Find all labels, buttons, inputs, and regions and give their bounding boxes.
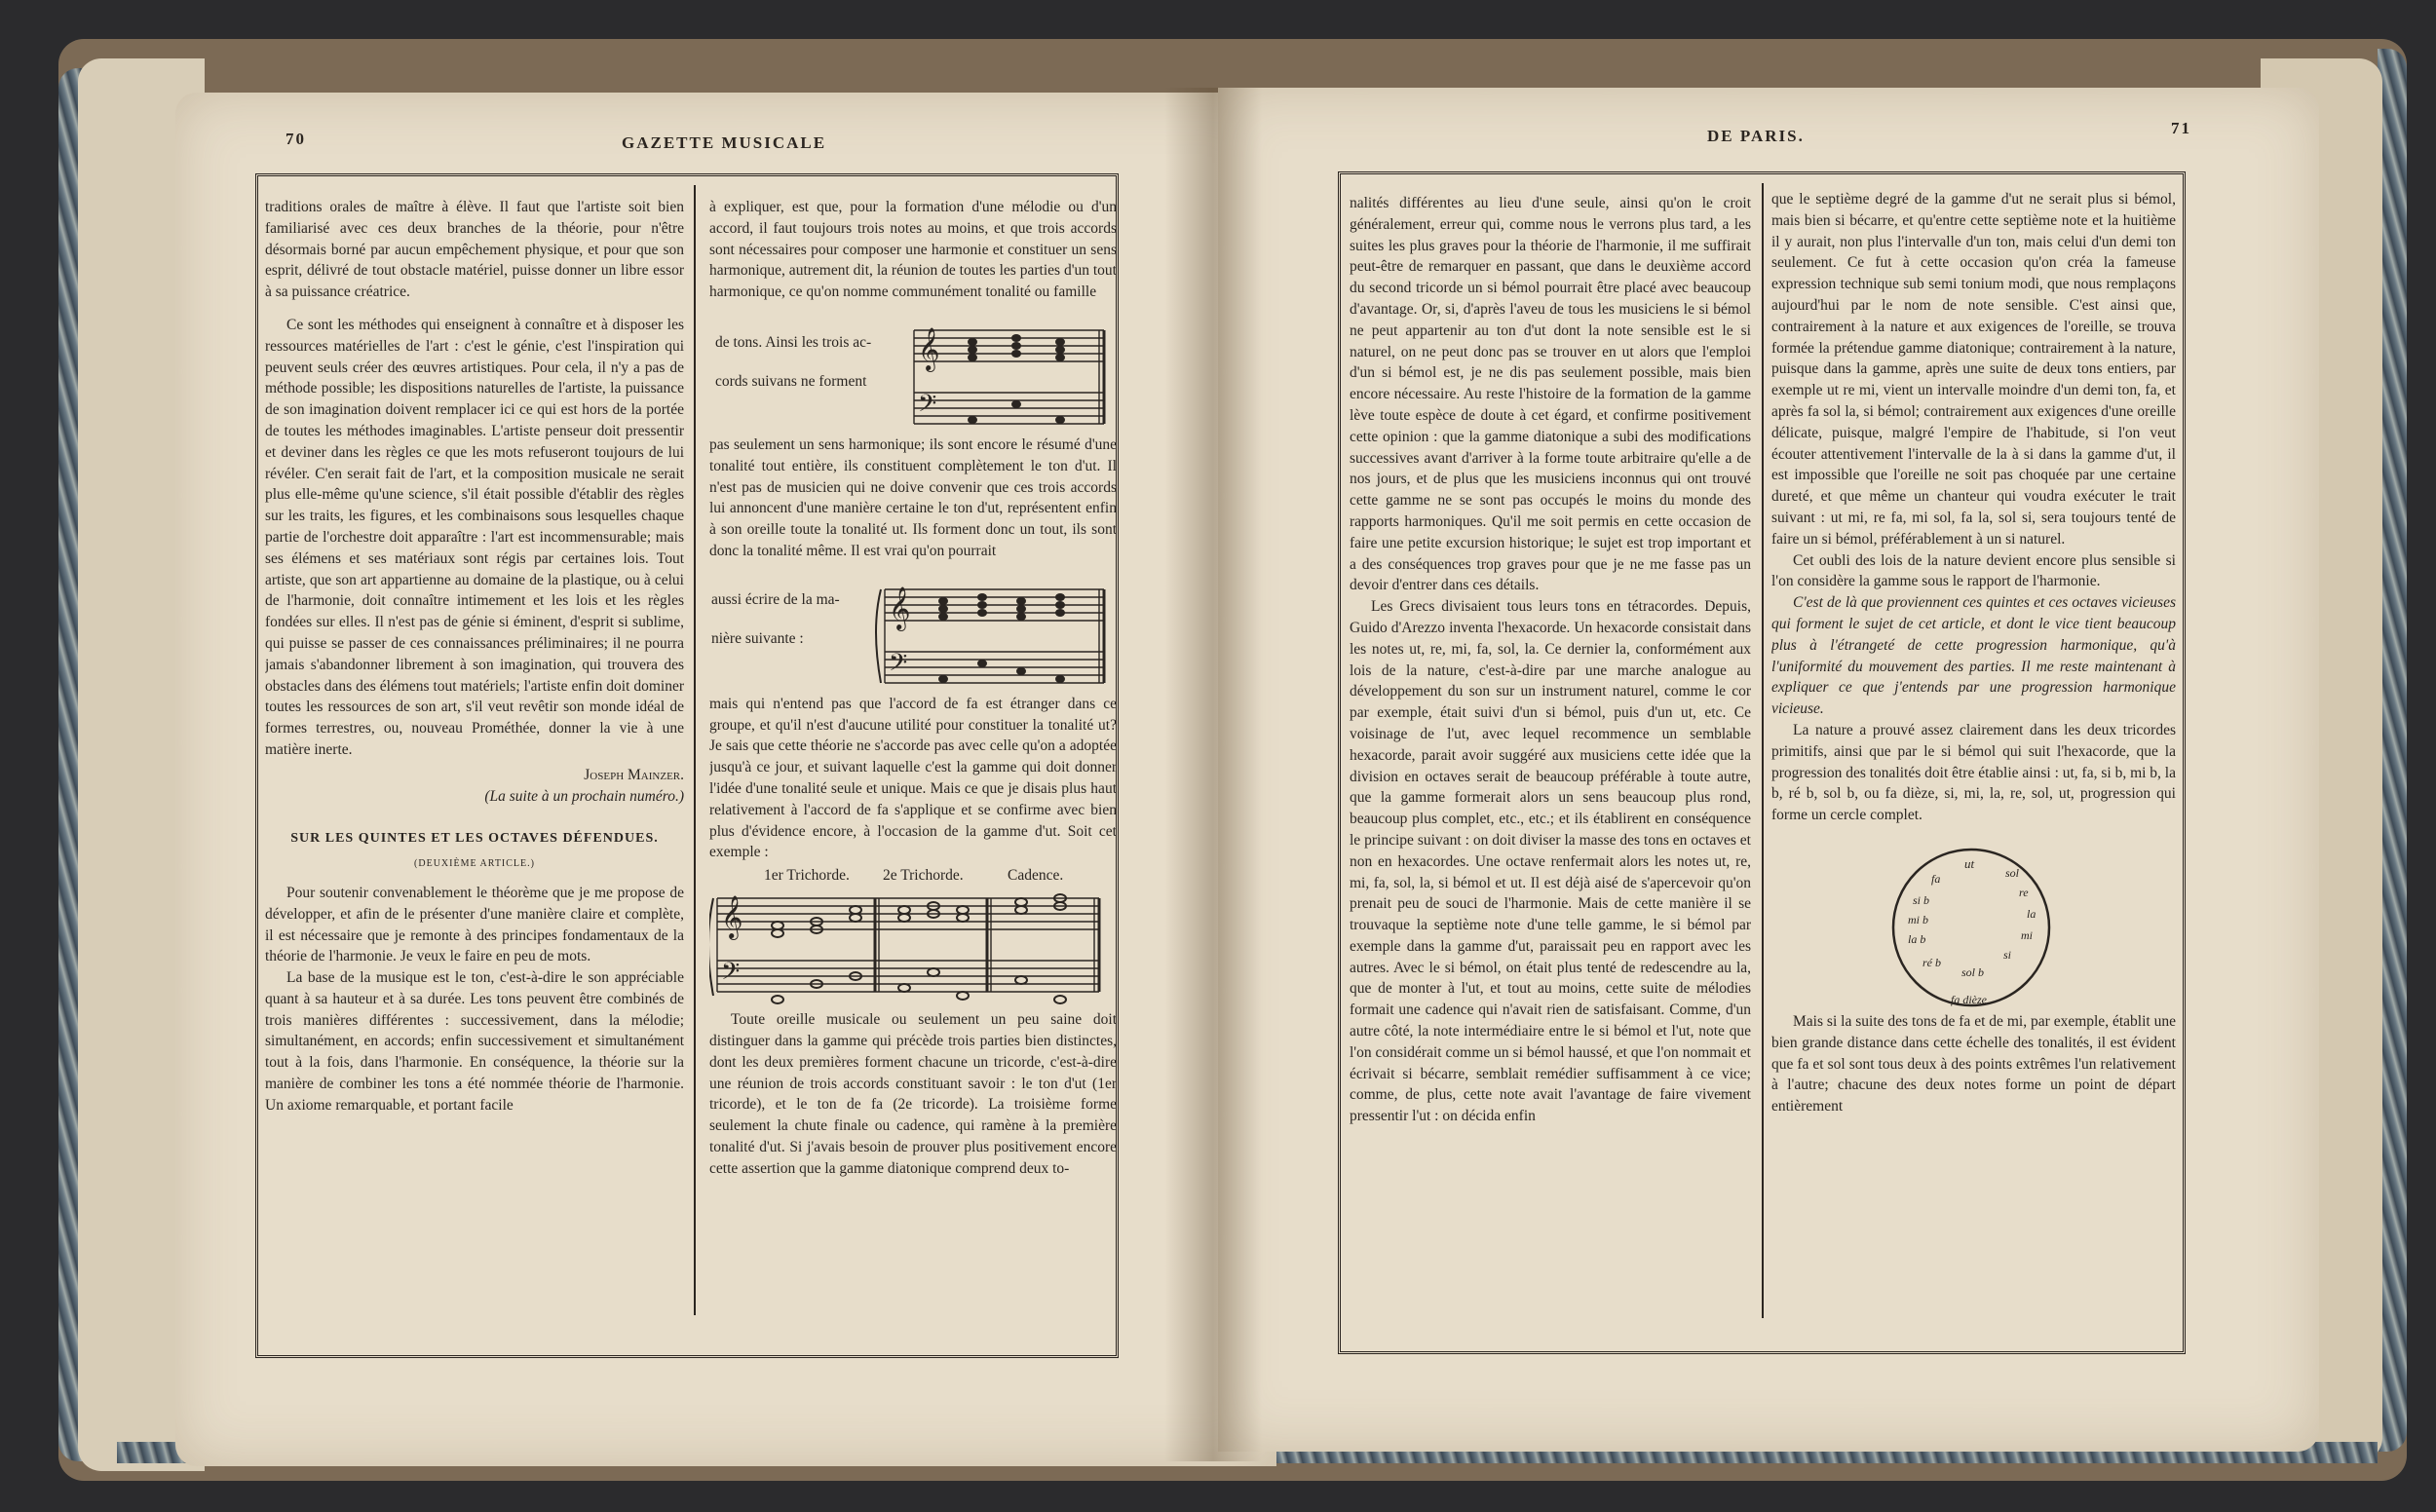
right-page-number: 71: [2171, 119, 2191, 137]
left-column-2: [709, 197, 1117, 1327]
paragraph: Ce sont les méthodes qui enseignent à connaître et à disposer les ressources matérielles de l'art : c'est le génie, c'est l'inspiration qui peuvent seuls créer des œuvres artistiques. Pour cela, il n'y a pas de méthode possible; les dispositions naturelles de l'artiste, la puissance de son imagination doivent remplacer ici ce qui est hors de la portée de toutes les méthodes imaginables. L'artiste penseur doit pressentir et deviner dans les règles ce que les mots refuseront toujours de lui révéler. C'en serait fait de l'art, et la composition musicale ne serait plus elle-même qu'une science, s'il était possible d'établir des règles sur les traits, les figures, et les combinaisons sous lesquelles chaque partie de l'orchestre doit apparaître : l'art est incommensurable; mais ses élémens et ses matériaux sont régis par certaines lois. Tout artiste, que son art appartienne au domaine de la plastique, ou à celui de l'harmonie, doit connaître intimement et les lois et les règles fondées sur elles. Il n'est pas de génie si éminent, d'esprit si sublime, qui puisse se passer de ces connaissances préliminaires; il ne pourra jamais s'abandonner librement à son imagination, qui trouvera des obstacles dans des élémens tout matériels; l'artiste enfin doit dominer toutes les ressources de son art, s'il veut revêtir son monde idéal de formes terrestres, ou, nouveau Prométhée, donner la vie à une matière inerte.: [265, 316, 684, 758]
example-text: de tons. Ainsi les trois ac-: [715, 333, 872, 351]
circle-label: sol: [2005, 865, 2020, 880]
paragraph: C'est de là que proviennent ces quintes et ces octaves vicieuses qui forment le sujet de cet article, et dont le vice tient beaucoup plus à l'étrangeté de cette progression harmonique, qu'à l'uniformité du mouvement des parties. Il me reste maintenant à expliquer ce que j'entends par une progression harmonique vicieuse.: [1771, 594, 2176, 718]
svg-text:𝄢: 𝄢: [889, 649, 908, 682]
example-text: aussi écrire de la ma-: [711, 590, 840, 608]
circle-label: ré b: [1922, 955, 1941, 969]
left-column-rule: [694, 185, 696, 1315]
music-example-2: [709, 562, 1117, 694]
staff-notation-2: [875, 570, 1109, 697]
paragraph: que le septième degré de la gamme d'ut ne serait plus si bémol, mais bien si bécarre, et qu'entre cette septième note et la huitième il y aurait, non plus l'intervalle d'un ton, mais celui d'un demi ton seulement. Ce fut à cette occasion qu'on créa la fameuse expression technique sub semi tonium modi, que nous remplaçons aujourd'hui par le nom de note sensible. C'est ainsi que, contrairement à la nature et aux exigences de l'oreille, se trouva formée la prétendue gamme diatonique; contrairement à la nature, puisque dans la gamme, après une suite de deux tons entiers, par exemple ut re mi, vient un intervalle moindre d'un demi ton, fa, et après fa sol la, si bémol; contrairement aux exigences d'une oreille délicate, puisque, malgré l'empire de l'habitude, si l'on veut écouter attentivement l'intervalle de la à si dans la gamme d'ut, il est impossible que l'oreille ne soit pas choquée par une certaine dureté, et que même un chanteur qui voudra exécuter le trait suivant : ut mi, re fa, mi sol, fa la, sol si, sera toujours tenté de faire un si bémol, préférablement à un si naturel.: [1771, 191, 2176, 548]
right-column-rule: [1762, 183, 1764, 1318]
circle-label: la b: [1908, 931, 1926, 946]
circle-label: re: [2019, 885, 2029, 899]
circle-label: fa dièze: [1951, 992, 1987, 1006]
svg-text:𝄢: 𝄢: [918, 390, 937, 423]
trichord-label-1: 1er Trichorde.: [764, 867, 850, 885]
svg-text:𝄢: 𝄢: [721, 959, 741, 992]
circle-label: la: [2027, 906, 2036, 921]
cadence-label: Cadence.: [1008, 867, 1064, 885]
music-example-3: [709, 863, 1117, 1009]
book-gutter: [1164, 88, 1262, 1461]
author-signature: Joseph Mainzer.: [584, 766, 684, 783]
staff-notation-3: [709, 888, 1109, 1005]
circle-label: mi: [2021, 927, 2033, 942]
paragraph: Mais si la suite des tons de fa et de mi, par exemple, établit une bien grande distance dans cette échelle des tonalités, il est évident que fa et sol sont tous deux à des points extrêmes l'un relativement à l'autre; chacune des deux notes forme un point de départ entièrement: [1771, 1012, 2176, 1115]
paragraph: La base de la musique est le ton, c'est-à-dire le son appréciable quant à sa hauteur et à sa durée. Les tons peuvent être combinés de trois manières différentes : successivement, dans la mélodie; simultanément, en accords; enfin successivement et simultanément tout à la fois, dans l'harmonie. En conséquence, la théorie sur la manière de combiner les tons a été nommée théorie de l'harmonie. Un axiome remarquable, et portant facile: [265, 969, 684, 1114]
svg-text:𝄞: 𝄞: [721, 897, 743, 939]
paragraph: traditions orales de maître à élève. Il faut que l'artiste soit bien familiarisé avec ces deux branches de la théorie, pour n'être désormais borné par aucun empêchement physique, et pour que son esprit, délivré de tout obstacle matériel, puisse donner un libre essor à sa puissance créatrice.: [265, 199, 684, 301]
circle-of-keys-diagram: [1771, 826, 2176, 1011]
section-subtitle: (DEUXIÈME ARTICLE.): [414, 858, 535, 870]
circle-label: sol b: [1961, 964, 1985, 979]
paragraph: Toute oreille musicale ou seulement un peu saine doit distinguer dans la gamme qui précède trois parties bien distinctes, dont les deux premières forment chacune un tricorde, c'est-à-dire une réunion de trois accords constituant savoir : le ton d'ut (1er tricorde), et le ton de fa (2e tricorde). La troisième forme seulement la chute finale ou cadence, qui ramène à la première tonalité d'ut. Si j'avais besoin de prouver plus positivement encore cette assertion que la gamme diatonique comprend deux to-: [709, 1011, 1117, 1177]
example-text: nière suivante :: [711, 629, 804, 647]
circle-label: ut: [1964, 855, 1975, 871]
svg-text:𝄞: 𝄞: [918, 328, 940, 370]
paragraph: La nature a prouvé assez clairement dans les deux tricordes primitifs, ainsi que par le si bémol qui suit l'hexacorde, que la progression des tonalités doit être établie ainsi : ut, fa, si b, mi b, la b, ré b, sol b, ou fa dièze, si, mi, la, re, sol, ut, progression qui forme un cercle complet.: [1771, 721, 2176, 824]
trichord-label-2: 2e Trichorde.: [883, 867, 964, 885]
music-example-1: [709, 303, 1117, 435]
right-running-head: DE PARIS.: [1707, 127, 1805, 145]
staff-notation-1: [914, 311, 1109, 437]
section-title: SUR LES QUINTES ET LES OCTAVES DÉFENDUES.: [290, 831, 659, 847]
svg-text:𝄞: 𝄞: [889, 587, 911, 629]
left-page-number: 70: [285, 130, 306, 148]
circle-label: si b: [1913, 892, 1930, 907]
paragraph: pas seulement un sens harmonique; ils sont encore le résumé d'une tonalité tout entière, ils constituent complètement le ton d'ut. Il n'est pas de musicien qui ne doive convenir que ces trois accords lui annoncent d'une manière certaine le ton d'ut, représentent enfin à son oreille toute la tonalité ut. Ils forment donc un tout, ils sont donc la tonalité même. Il est vrai qu'on pourrait: [709, 435, 1117, 559]
example-text: cords suivans ne forment: [715, 372, 867, 390]
circle-label: mi b: [1908, 912, 1928, 926]
paragraph: Pour soutenir convenablement le théorème que je me propose de développer, et afin de le présenter d'une manière claire et complète, il est nécessaire que je remonte à des principes fondamentaux de la théorie de l'harmonie. Je veux le faire en peu de mots.: [265, 884, 684, 965]
right-column-2: [1771, 189, 2176, 1324]
paragraph: à expliquer, est que, pour la formation d'une mélodie ou d'un accord, il faut toujours trois notes au moins, et que trois accords sont nécessaires pour composer une harmonie et constituer un sens harmonique, autrement dit, la réunion de toutes les parties d'un tout harmonique, ce qu'on nomme communément tonalité ou famille: [709, 199, 1117, 301]
paragraph: Les Grecs divisaient tous leurs tons en tétracordes. Depuis, Guido d'Arezzo inventa l'hexacorde. Un hexacorde consistait dans les notes ut, re, mi, fa, sol, la. Ce dernier la, conformément aux lois de la nature, c'est-à-dire par une marche analogue au développement du son sur un instrument naturel, comme le cor par exemple, était suivi d'un si bémol, puis d'un ut, etc. Ce voisinage de l'ut, avec lequel recommence un semblable hexacorde, parait avoir suggéré aux musiciens cette idée que la division en octaves serait de beaucoup préférable à toute autre, que la gamme formerait alors un sens beaucoup plus rond, beaucoup plus complet, etc., etc.; et ils établirent en conséquence le principe suivant : on doit diviser la masse des tons en octaves et non en hexacordes. Une octave renfermait alors les notes ut, re, mi, fa, sol, la, si bémol et ut. Il est déjà aisé de s'apercevoir qu'on prenait peu de souci de l'harmonie. Mais de cette manière il se trouvaque la septième note d'une telle gamme, le si bémol par exemple dans la gamme d'ut, paraissait peu en rapport avec les autres. Avec le si bémol, on était plus tenté de redescendre au la, que de monter à l'ut, et tout au moins, cette suite de mélodies formait une cadence qui n'avait rien de satisfaisant. Comme, d'un autre côté, la note intermédiaire entre le si bémol et l'ut, note que l'on considérait comme un si bémol haussé, et que l'on nommait et écrivait si bécarre, semblait remédier suffisamment à ce vice; comme, de plus, cette note avait l'avantage de faire vivement pressentir l'ut : on décida enfin: [1350, 598, 1751, 1125]
paragraph: nalités différentes au lieu d'une seule, ainsi qu'on le croit généralement, erreur qui, comme nous le verrons plus tard, a les suites les plus graves pour la théorie de l'harmonie, il me suffirait peut-être de remarquer en passant, que dans le deuxième accord du second tricorde un si bémol pourrait être placé avec beaucoup d'avantage. Or, si, d'après l'aveu de tous les musiciens le si bémol ne peut appartenir au ton d'ut dont la note sensible est le si naturel, on ne peut donc pas se trouver en ut alors que l'emploi d'un si bémol est, je ne dis pas seulement possible, mais bien encore nécessaire. Au reste l'histoire de la formation de la gamme lève toute espèce de doute à cet égard, et confirme positivement cette opinion : que la gamme diatonique a subi des modifications successives avant d'arriver à la forme toute arbitraire qu'elle a de nos jours, et de plus que les musiciens inconnus qui ont trouvé cette gamme ne se sont pas occupés le moins du monde des rapports harmoniques. Qu'il me soit permis en cette occasion de faire une petite excursion historique; le sujet est trop important et a des conséquences trop graves pour que je ne me fasse pas un devoir d'entrer dans ces détails.: [1350, 195, 1751, 594]
left-running-head: GAZETTE MUSICALE: [622, 133, 827, 152]
paragraph: Cet oubli des lois de la nature devient encore plus sensible si l'on considère la gamme sous le rapport de l'harmonie.: [1771, 551, 2176, 590]
paragraph: mais qui n'entend pas que l'accord de fa est étranger dans ce groupe, et qu'il n'est d'aucune utilité pour constituer la tonalité ut? Je sais que cette théorie ne s'accorde pas avec celle qu'on a adoptée jusqu'à ce jour, et suivant laquelle c'est la gamme qui doit donner l'idée d'une tonalité seule et unique. Mais ce que je disais plus haut relativement à l'accord de fa s'applique et se confirme avec bien plus d'évidence encore, à l'occasion de la gamme d'ut. Soit cet exemple :: [709, 695, 1117, 861]
left-column-1: [265, 197, 684, 1327]
right-column-1: [1350, 193, 1751, 1325]
circle-label: fa: [1931, 871, 1941, 886]
circle-label: si: [2003, 947, 2012, 962]
continuation-note: (La suite à un prochain numéro.): [484, 787, 684, 805]
